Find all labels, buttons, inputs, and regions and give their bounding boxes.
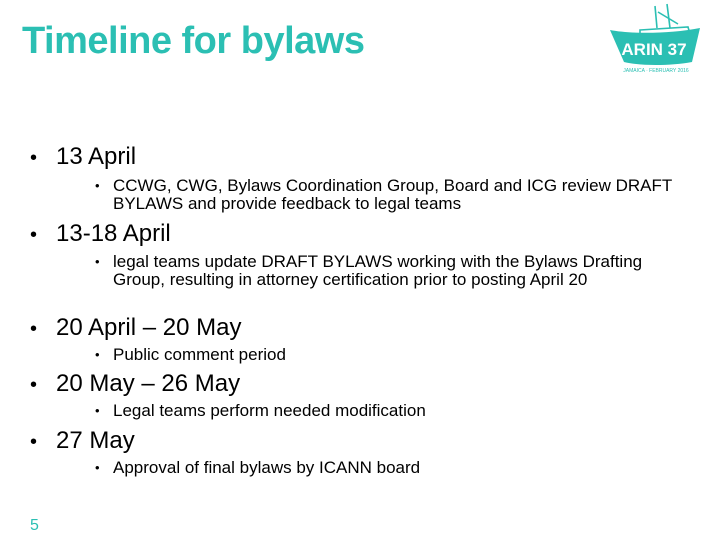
sub-bullet: • bbox=[95, 178, 100, 193]
timeline-item-heading bbox=[30, 427, 135, 456]
timeline-item-heading bbox=[30, 370, 240, 399]
timeline-item-detail bbox=[95, 346, 695, 364]
bullet: • bbox=[30, 147, 38, 169]
timeline-detail-text: Legal teams perform needed modification bbox=[113, 401, 426, 420]
timeline-date: 27 May bbox=[56, 427, 135, 454]
logo-text: ARIN 37 bbox=[621, 40, 687, 59]
timeline-item-heading bbox=[30, 143, 136, 172]
timeline-detail-text: legal teams update DRAFT BYLAWS working with the Bylaws Drafting Group, resulting in attorney certification prior to posting April 20 bbox=[113, 252, 643, 289]
timeline-date: 20 April – 20 May bbox=[56, 314, 242, 341]
bullet: • bbox=[30, 374, 38, 396]
sub-bullet: • bbox=[95, 254, 100, 269]
timeline-detail-text: CCWG, CWG, Bylaws Coordination Group, Board and ICG review DRAFT BYLAWS and provide feedback to legal teams bbox=[113, 176, 672, 213]
slide-title: Timeline for bylaws bbox=[22, 20, 365, 62]
bullet: • bbox=[30, 318, 38, 340]
timeline-item-detail bbox=[95, 253, 695, 289]
page-number: 5 bbox=[30, 517, 39, 534]
timeline-item-heading bbox=[30, 220, 171, 249]
sub-bullet: • bbox=[95, 347, 100, 362]
bullet: • bbox=[30, 224, 38, 246]
arin-boat-logo-icon bbox=[600, 2, 710, 77]
timeline-item-detail bbox=[95, 177, 695, 213]
timeline-item-heading bbox=[30, 314, 241, 343]
timeline-detail-text: Approval of final bylaws by ICANN board bbox=[113, 458, 421, 477]
timeline-item-detail bbox=[95, 402, 695, 420]
timeline-detail-text: Public comment period bbox=[113, 345, 286, 364]
timeline-date: 13 April bbox=[56, 143, 137, 170]
sub-bullet: • bbox=[95, 403, 100, 418]
timeline-item-detail bbox=[95, 459, 695, 477]
timeline-date: 13-18 April bbox=[56, 220, 171, 247]
bullet: • bbox=[30, 431, 38, 453]
sub-bullet: • bbox=[95, 460, 100, 475]
timeline-date: 20 May – 26 May bbox=[56, 370, 241, 397]
logo-subtext: JAMAICA · FEBRUARY 2016 bbox=[623, 68, 689, 74]
